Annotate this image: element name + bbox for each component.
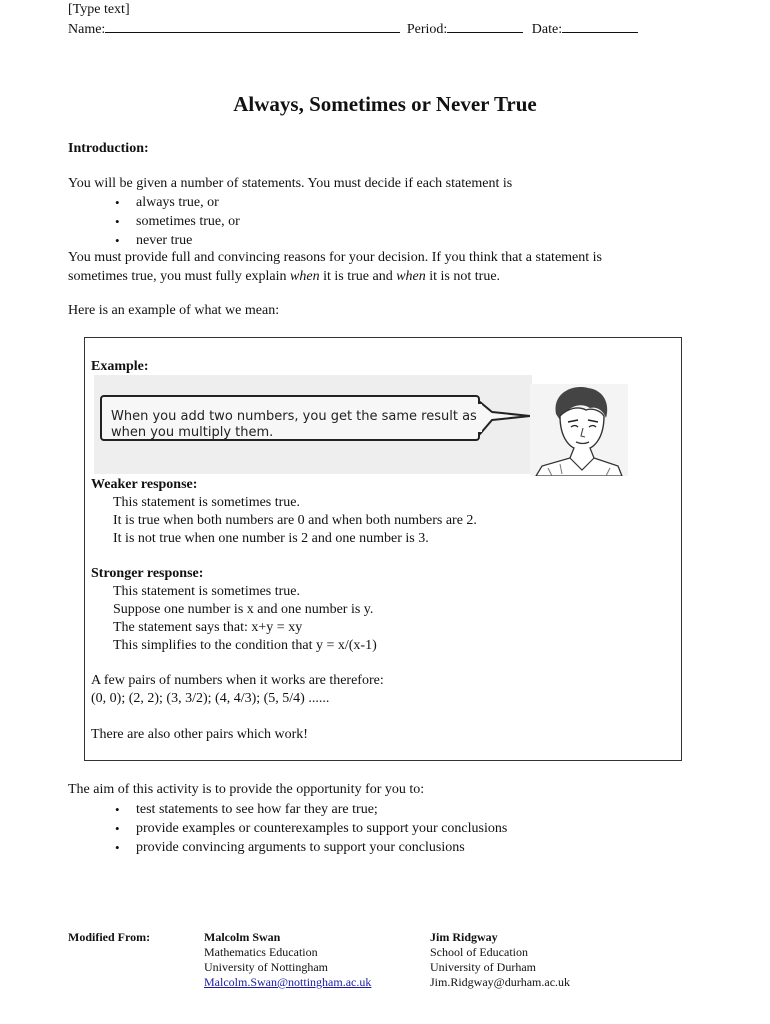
aim-intro: The aim of this activity is to provide the opportunity for you to: bbox=[68, 782, 425, 797]
period-label: Period: bbox=[406, 22, 448, 37]
author-email: Jim.Ridgway@durham.ac.uk bbox=[430, 975, 571, 989]
list-item: • never true bbox=[68, 231, 240, 250]
example-heading: Example: bbox=[91, 359, 149, 374]
weaker-response-line: This statement is sometimes true. bbox=[113, 495, 301, 510]
list-item: • test statements to see how far they are true; bbox=[68, 800, 507, 819]
modified-from-label: Modified From: bbox=[68, 930, 151, 944]
author-name: Malcolm Swan bbox=[204, 930, 281, 944]
date-field[interactable] bbox=[562, 19, 638, 33]
pairs-list: (0, 0); (2, 2); (3, 3/2); (4, 4/3); (5, 5/4) ...... bbox=[91, 691, 330, 706]
list-item: • always true, or bbox=[68, 193, 240, 212]
speech-bubble-line-1: When you add two numbers, you get the same result as bbox=[111, 409, 477, 424]
truth-options-list bbox=[68, 193, 240, 250]
weaker-response-heading: Weaker response: bbox=[91, 477, 198, 492]
example-intro: Here is an example of what we mean: bbox=[68, 303, 280, 318]
stronger-response-line: This simplifies to the condition that y = x/(x-1) bbox=[113, 638, 377, 653]
author-department: Mathematics Education bbox=[204, 945, 318, 959]
speech-bubble-tail-icon bbox=[478, 398, 534, 438]
introduction-lead: You will be given a number of statements. You must decide if each statement is bbox=[68, 176, 513, 191]
introduction-paragraph-line-2 bbox=[68, 268, 500, 286]
emphasis-when: when bbox=[290, 269, 320, 284]
aim-list bbox=[68, 800, 507, 857]
name-field[interactable] bbox=[105, 19, 400, 33]
weaker-response-line: It is true when both numbers are 0 and when both numbers are 2. bbox=[113, 513, 477, 528]
speech-bubble-line-2: when you multiply them. bbox=[111, 425, 274, 440]
introduction-paragraph-line-1: You must provide full and convincing reasons for your decision. If you think that a statement is bbox=[68, 250, 602, 265]
author-name: Jim Ridgway bbox=[430, 930, 498, 944]
type-text-placeholder: [Type text] bbox=[68, 2, 130, 17]
list-item: • provide examples or counterexamples to support your conclusions bbox=[68, 819, 507, 838]
name-label: Name: bbox=[68, 22, 106, 37]
author-malcolm-swan bbox=[204, 930, 371, 990]
author-jim-ridgway bbox=[430, 930, 570, 990]
list-item: • provide convincing arguments to support your conclusions bbox=[68, 838, 507, 857]
text-segment: it is not true. bbox=[425, 269, 501, 284]
author-university: University of Durham bbox=[430, 960, 536, 974]
page-title: Always, Sometimes or Never True bbox=[233, 92, 537, 116]
author-email-link[interactable]: Malcolm.Swan@nottingham.ac.uk bbox=[204, 975, 372, 989]
other-pairs-note: There are also other pairs which work! bbox=[91, 727, 308, 742]
author-university: University of Nottingham bbox=[204, 960, 328, 974]
stronger-response-line: The statement says that: x+y = xy bbox=[113, 620, 303, 635]
stronger-response-line: This statement is sometimes true. bbox=[113, 584, 301, 599]
period-field[interactable] bbox=[447, 19, 523, 33]
text-segment: sometimes true, you must fully explain bbox=[68, 269, 291, 284]
emphasis-when: when bbox=[396, 269, 426, 284]
stronger-response-heading: Stronger response: bbox=[91, 566, 204, 581]
pairs-intro: A few pairs of numbers when it works are therefore: bbox=[91, 673, 384, 688]
weaker-response-line: It is not true when one number is 2 and one number is 3. bbox=[113, 531, 429, 546]
speech-bubble bbox=[100, 395, 480, 441]
header-fields-row bbox=[68, 19, 638, 39]
stronger-response-line: Suppose one number is x and one number is y. bbox=[113, 602, 374, 617]
introduction-heading: Introduction: bbox=[68, 141, 149, 156]
student-portrait-icon bbox=[530, 384, 628, 476]
author-department: School of Education bbox=[430, 945, 528, 959]
list-item: • sometimes true, or bbox=[68, 212, 240, 231]
text-segment: it is true and bbox=[319, 269, 397, 284]
date-label: Date: bbox=[531, 22, 563, 37]
